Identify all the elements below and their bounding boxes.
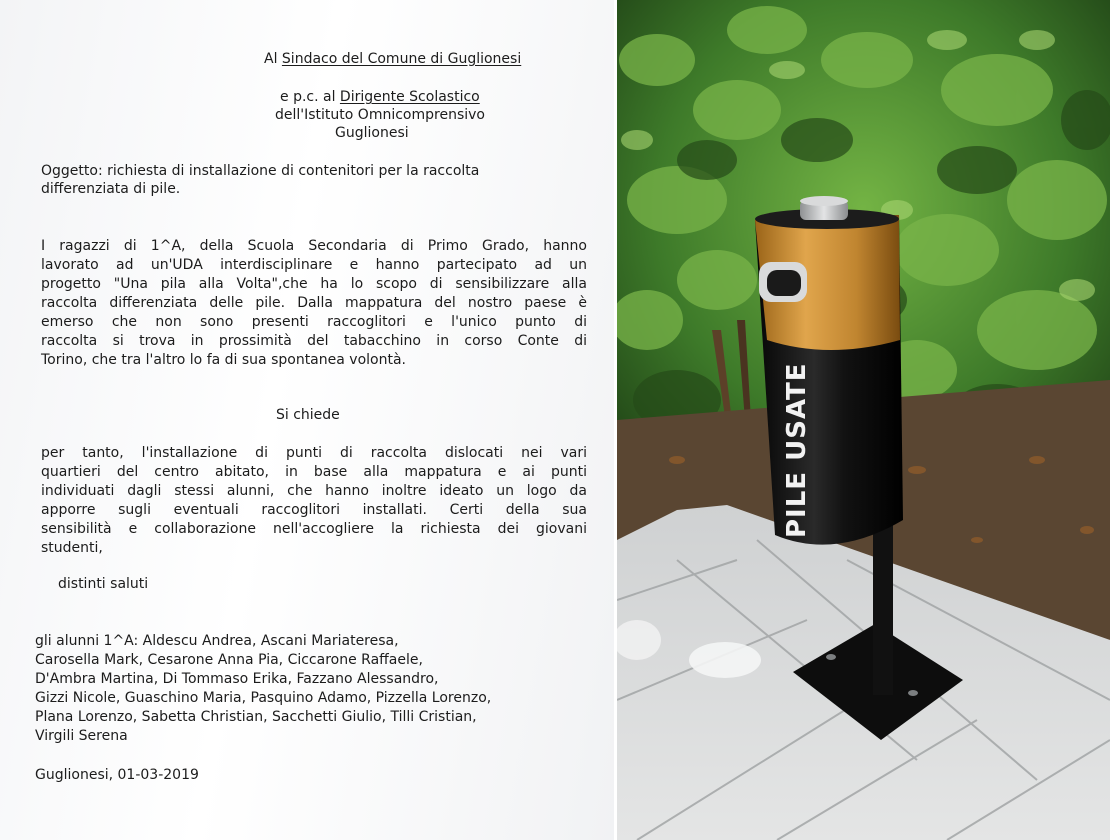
paragraph-2-line: quartieri del centro abitato, in base alla mappatura e ai punti <box>41 464 587 480</box>
paragraph-1-line-last: Torino, che tra l'altro lo fa di sua spontanea volontà. <box>41 352 406 368</box>
cc-name: Dirigente Scolastico <box>339 89 480 105</box>
signature-line: Gizzi Nicole, Guaschino Maria, Pasquino Adamo, Pizzella Lorenzo, <box>35 690 492 706</box>
signature-line: Plana Lorenzo, Sabetta Christian, Sacchetti Giulio, Tilli Cristian, <box>35 709 477 725</box>
addressee-line <box>264 50 521 69</box>
paragraph-1-line: emerso che non sono presenti raccoglitori e l'unico punto di <box>41 314 587 330</box>
place-date: Guglionesi, 01-03-2019 <box>35 767 199 783</box>
signature-line: gli alunni 1^A: Aldescu Andrea, Ascani Mariateresa, <box>35 633 399 649</box>
closing: distinti saluti <box>58 576 149 592</box>
paragraph-2-line: sensibilità e collaborazione nell'accogliere la richiesta dei giovani <box>41 521 587 537</box>
paragraph-2-line: apporre sugli eventuali raccoglitori installati. Certi della sua <box>41 502 587 518</box>
signature-line: Virgili Serena <box>35 728 128 744</box>
cc-line-2: dell'Istituto Omnicomprensivo <box>275 107 485 123</box>
paragraph-1-line: progetto "Una pila alla Volta",che ha lo scopo di sensibilizzare alla <box>41 276 587 292</box>
cc-line <box>280 88 480 107</box>
addressee-prefix: Al <box>264 51 278 67</box>
paragraph-2-line: per tanto, l'installazione di punti di raccolta dislocati nei vari <box>41 445 587 461</box>
battery-bin <box>755 196 903 545</box>
paragraph-1-line: raccolta differenziata delle pile. Dalla mappatura del nostro paese è <box>41 295 587 311</box>
subject-line-1: Oggetto: richiesta di installazione di contenitori per la raccolta <box>41 163 480 179</box>
bin-label: PILE USATE <box>782 362 812 538</box>
request-heading: Si chiede <box>276 407 340 423</box>
paragraph-1-line: lavorato ad un'UDA interdisciplinare e hanno partecipato ad un <box>41 257 587 273</box>
battery-bin-photo <box>617 0 1110 840</box>
cc-line-3: Guglionesi <box>335 125 409 141</box>
addressee-name: Sindaco del Comune di Guglionesi <box>281 51 522 67</box>
subject-line-2: differenziata di pile. <box>41 181 181 197</box>
signature-line: Carosella Mark, Cesarone Anna Pia, Ciccarone Raffaele, <box>35 652 423 668</box>
paragraph-1-line: I ragazzi di 1^A, della Scuola Secondaria di Primo Grado, hanno <box>41 238 587 254</box>
signature-line: D'Ambra Martina, Di Tommaso Erika, Fazzano Alessandro, <box>35 671 439 687</box>
bin-pole <box>873 520 893 695</box>
paragraph-1-line: raccolta si trova in prossimità del tabacchino in corso Conte di <box>41 333 587 349</box>
paragraph-2-line-last: studenti, <box>41 540 103 556</box>
cc-prefix: e p.c. al <box>280 89 336 105</box>
paragraph-2-line: individuati dagli stessi alunni, che hanno inoltre ideato un logo da <box>41 483 587 499</box>
